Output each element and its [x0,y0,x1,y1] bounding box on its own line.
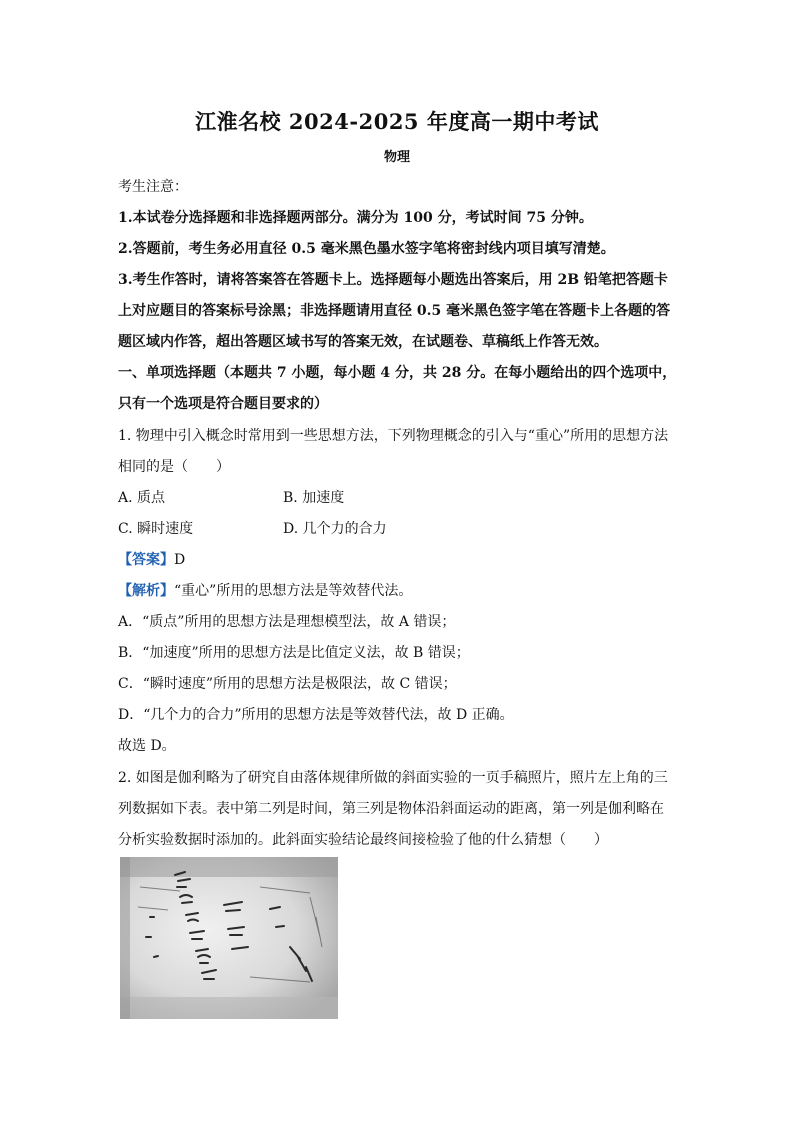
q1-analysis-d: D．“几个力的合力”所用的思想方法是等效替代法，故 D 正确。 [118,707,514,723]
q1-option-b: B. 加速度 [283,490,345,506]
q2-stem-line2: 列数据如下表。表中第二列是时间，第三列是物体沿斜面运动的距离，第一列是伽利略在 [118,801,664,817]
notice-item-3-cont1: 上对应题目的答案标号涂黑；非选择题请用直径 0.5 毫米黑色签字笔在答题卡上各题的答 [118,303,671,319]
q1-analysis-a: A．“质点”所用的思想方法是理想模型法，故 A 错误； [118,614,456,630]
notice-heading: 考生注意： [118,179,188,195]
section-heading-line2: 只有一个选项是符合题目要求的） [118,396,328,412]
notice-item-1: 1.本试卷分选择题和非选择题两部分。满分为 100 分，考试时间 75 分钟。 [118,210,593,226]
q1-stem-line2: 相同的是（ ） [118,459,230,475]
q1-conclusion: 故选 D。 [118,738,176,754]
answer-label: 【答案】 [118,552,174,568]
analysis-label: 【解析】 [118,583,174,599]
notice-item-3-cont2: 题区域内作答，超出答题区域书写的答案无效，在试题卷、草稿纸上作答无效。 [118,334,608,350]
q1-stem-line1: 1. 物理中引入概念时常用到一些思想方法，下列物理概念的引入与“重心”所用的思想方法 [118,428,669,444]
analysis-text: “重心”所用的思想方法是等效替代法。 [174,583,413,599]
q1-analysis-c: C．“瞬时速度”所用的思想方法是极限法，故 C 错误； [118,676,457,692]
exam-title: 江淮名校 2024-2025 年度高一期中考试 [195,109,599,134]
notice-item-3: 3.考生作答时，请将答案答在答题卡上。选择题每小题选出答案后，用 2B 铅笔把答题卡 [118,272,668,288]
answer-value: D [174,552,186,568]
q1-answer-line [118,551,185,569]
q1-option-c: C. 瞬时速度 [118,521,194,537]
exam-subject: 物理 [383,150,410,165]
notice-item-2: 2.答题前，考生务必用直径 0.5 毫米黑色墨水签字笔将密封线内项目填写清楚。 [118,241,615,257]
q2-stem-line3: 分析实验数据时添加的。此斜面实验结论最终间接检验了他的什么猜想（ ） [118,832,608,848]
q1-option-a: A. 质点 [118,490,166,506]
q1-option-d: D. 几个力的合力 [283,521,387,537]
galileo-manuscript-photo [120,857,338,1019]
q1-analysis-line [118,582,412,600]
q1-analysis-b: B．“加速度”所用的思想方法是比值定义法，故 B 错误； [118,645,470,661]
q2-stem-line1: 2. 如图是伽利略为了研究自由落体规律所做的斜面实验的一页手稿照片，照片左上角的三 [118,770,668,786]
section-heading-line1: 一、单项选择题（本题共 7 小题，每小题 4 分，共 28 分。在每小题给出的四个选项中， [118,365,677,381]
